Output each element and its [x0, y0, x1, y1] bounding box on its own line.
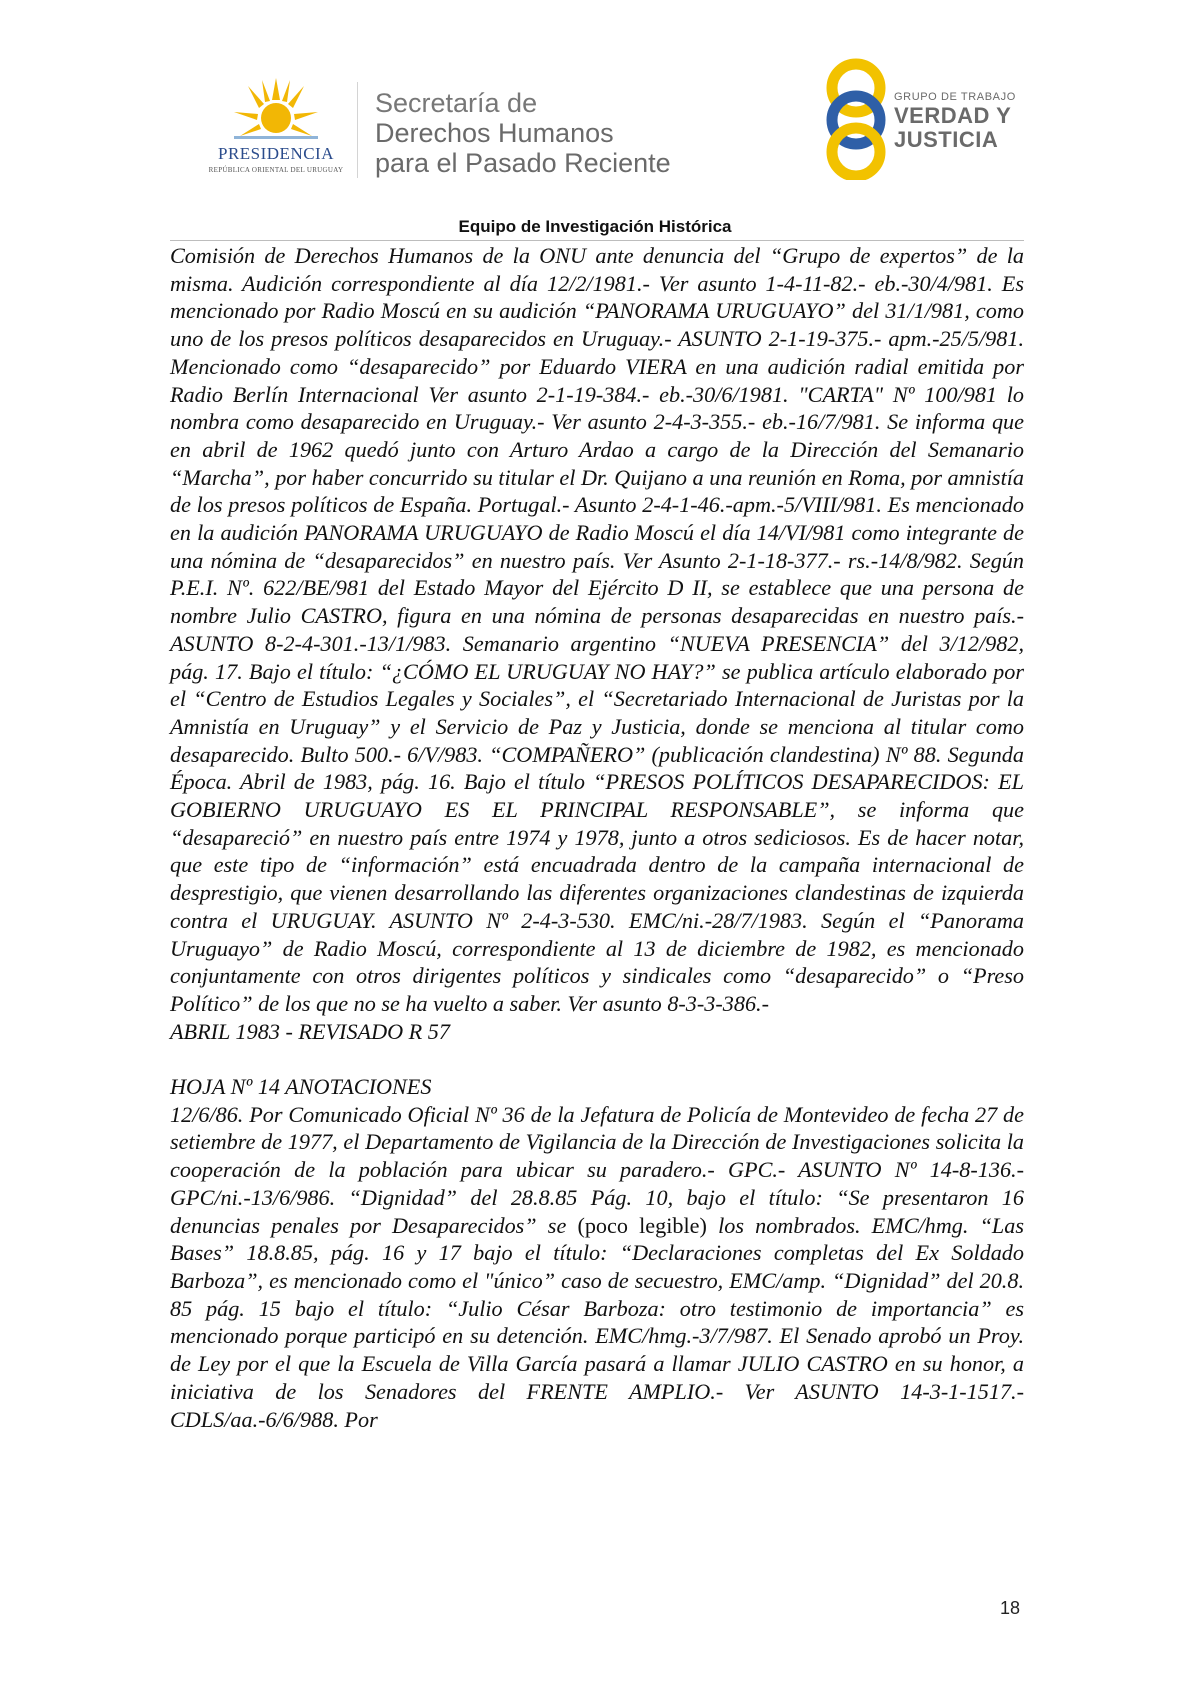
paragraph-2 — [170, 1101, 1024, 1433]
presidencia-logo — [196, 78, 356, 178]
secretaria-logotype — [375, 88, 671, 178]
team-title: Equipo de Investigación Histórica — [458, 217, 732, 236]
section-heading: HOJA Nº 14 ANOTACIONES — [170, 1074, 432, 1100]
grupo-line-2: VERDAD Y — [894, 103, 1012, 128]
blank-line — [170, 1045, 1024, 1073]
page-header — [0, 0, 1190, 245]
paragraph-2-part-a: 12/6/86. Por Comunicado Oficial Nº 36 de la Jefatura de Policía de Montevideo de fecha 27 de setiembre de 1977, el Departamento de Vigilancia de la Dirección de Investigaciones solicita la cooperación de la población para ubicar su paradero.- GPC.- ASUNTO Nº 14-8-136.- GPC/ni.-13/6/986. “Dignidad” del 28.8.85 Pág. 10, bajo el título: “Se presentaron 16 denuncias penales por Desaparecidos” se — [170, 1101, 1024, 1238]
grupo-line-1: GRUPO DE TRABAJO — [894, 91, 1016, 103]
paragraph-1: Comisión de Derechos Humanos de la ONU ante denuncia del “Grupo de expertos” de la misma. Audición correspondiente al día 12/2/1981.- Ver asunto 1-4-11-82.- eb.-30/4/981. Es mencionado por Radio Moscú en su audición “PANORAMA URUGUAYO” del 31/1/981, como uno de los presos políticos desaparecidos en Uruguay.- ASUNTO 2-1-19-375.- apm.-25/5/981. Mencionado como “desaparecido” por Eduardo VIERA en una audición radial emitida por Radio Berlín Internacional Ver asunto 2-1-19-384.- eb.-30/6/1981. "CARTA" Nº 100/981 lo nombra como desaparecido en Uruguay.- Ver asunto 2-4-3-355.- eb.-16/7/981. Se informa que en abril de 1962 quedó junto con Arturo Ardao a cargo de la Dirección del Semanario “Marcha”, por haber concurrido su titular el Dr. Quijano a una reunión en Roma, por amnistía de los presos políticos de España. Portugal.- Asunto 2-4-1-46.-apm.-5/VIII/981. Es mencionado en la audición PANORAMA URUGUAYO de Radio Moscú el día 14/VI/981 como integrante de una nómina de “desaparecidos” en nuestro país. Ver Asunto 2-1-18-377.- rs.-14/8/982. Según P.E.I. Nº. 622/BE/981 del Estado Mayor del Ejército D II, se establece que una persona de nombre Julio CASTRO, figura en una nómina de personas desaparecidas en nuestro país.- ASUNTO 8-2-4-301.-13/1/983. Semanario argentino “NUEVA PRESENCIA” del 3/12/982, pág. 17. Bajo el título: “¿CÓMO EL URUGUAY NO HAY?” se publica artículo elaborado por el “Centro de Estudios Legales y Sociales”, el “Secretariado Internacional de Juristas por la Amnistía en Uruguay” y el Servicio de Paz y Justicia, donde se menciona al titular como desaparecido. Bulto 500.- 6/V/983. “COMPAÑERO” (publicación clandestina) Nº 88. Segunda Época. Abril de 1983, pág. 16. Bajo el título “PRESOS POLÍTICOS DESAPARECIDOS: EL GOBIERNO URUGUAYO ES EL PRINCIPAL RESPONSABLE”, se informa que “desapareció” en nuestro país entre 1974 y 1978, junto a otros sediciosos. Es de hacer notar, que este tipo de “información” está encuadrada dentro de la campaña internacional de desprestigio, que vienen desarrollando las diferentes organizaciones clandestinas de izquierda contra el URUGUAY. ASUNTO Nº 2-4-3-530. EMC/ni.-28/7/1983. Según el “Panorama Uruguayo” de Radio Moscú, correspondiente al 13 de diciembre de 1982, es mencionado conjuntamente con otros dirigentes políticos y sindicales como “desaparecido” o “Preso Político” de los que no se ha vuelto a saber. Ver asunto 8-3-3-386.- — [170, 243, 1024, 1016]
page-number: 18 — [1000, 1598, 1021, 1618]
secretaria-line-1: Secretaría de — [375, 88, 538, 118]
linked-rings-icon — [820, 58, 892, 180]
grupo-line-3: JUSTICIA — [894, 127, 999, 152]
secretaria-line-2: Derechos Humanos — [375, 118, 614, 148]
logo-divider — [357, 82, 358, 178]
sun-emblem-icon — [234, 78, 318, 144]
paragraph-2-part-b: los nombrados. EMC/hmg. “Las Bases” 18.8.85, pág. 16 y 17 bajo el título: “Declaraciones completas del Ex Soldado Barboza”, es mencionado como el "único” caso de secuestro, EMC/amp. “Dignidad” del 20.8. 85 pág. 15 bajo el título: “Julio César Barboza: otro testimonio de importancia” es mencionado porque participó en su detención. EMC/hmg.-3/7/987. El Senado aprobó un Proy. de Ley por el que la Escuela de Villa García pasará a llamar JULIO CASTRO en su honor, a iniciativa de los Senadores del FRENTE AMPLIO.- Ver ASUNTO 14-3-1-1517.- CDLS/aa.-6/6/988. Por — [170, 1212, 1024, 1432]
header-rule — [170, 240, 1024, 241]
revision-line: ABRIL 1983 - REVISADO R 57 — [170, 1018, 450, 1044]
presidencia-title: PRESIDENCIA — [217, 144, 334, 163]
verdad-justicia-text — [894, 90, 1016, 152]
verdad-justicia-logo — [820, 58, 1035, 180]
illegible-note: (poco legible) — [577, 1212, 707, 1238]
secretaria-line-3: para el Pasado Reciente — [375, 148, 671, 178]
document-body — [170, 242, 1024, 1433]
presidencia-subtitle: REPÚBLICA ORIENTAL DEL URUGUAY — [208, 166, 344, 174]
